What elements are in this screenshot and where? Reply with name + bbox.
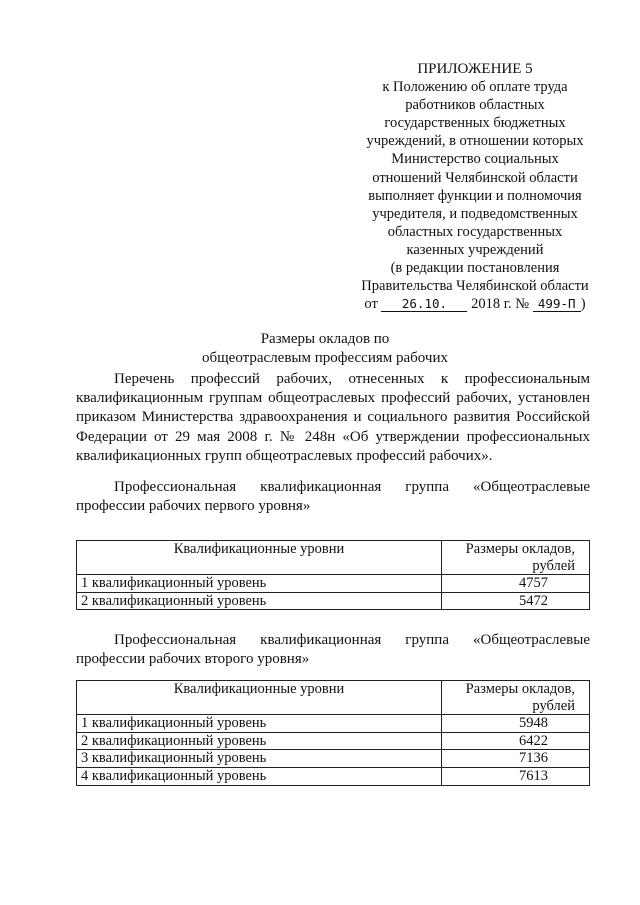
salary-cell: 7613 [442, 767, 590, 785]
appendix-date-line [340, 295, 610, 313]
heading-line: общеотраслевым профессиям рабочих [202, 350, 448, 366]
appendix-line: учредителя, и подведомственных [372, 205, 578, 222]
appendix-line: работников областных [405, 97, 545, 114]
table-row [77, 575, 590, 593]
section-heading [160, 330, 490, 368]
table-row [77, 592, 590, 610]
group-caption-line: Профессиональная квалификационная группа «Общеотраслевые [114, 632, 590, 648]
header-levels: Квалификационные уровни [77, 681, 442, 715]
salary-cell: 6422 [442, 732, 590, 750]
header-salary-line: Размеры окладов, [465, 541, 575, 557]
paragraph-line: Перечень профессий рабочих, отнесенных к профессиональным [114, 371, 590, 387]
header-salary [442, 681, 590, 715]
appendix-line: казенных учреждений [406, 241, 544, 258]
group-caption-line: Профессиональная квалификационная группа «Общеотраслевые [114, 479, 590, 495]
header-salary-line: Размеры окладов, [465, 681, 575, 697]
appendix-line: выполняет функции и полномочия [368, 187, 582, 204]
header-salary-unit: рублей [532, 557, 575, 574]
intro-paragraph [76, 370, 590, 466]
appendix-line: к Положению об оплате труда [382, 79, 568, 96]
decree-number: 499-П [533, 297, 581, 312]
year-text: 2018 г. № [471, 296, 530, 313]
paragraph-line: квалификационным группам общеотраслевых профессий рабочих, установлен [76, 390, 590, 407]
table-row [77, 767, 590, 785]
closing-paren: ) [580, 296, 586, 313]
level-cell: 3 квалификационный уровень [77, 750, 442, 768]
group-caption-line: профессии рабочих первого уровня» [76, 498, 311, 515]
appendix-line: Правительства Челябинской области [361, 278, 589, 295]
appendix-line: отношений Челябинской области [372, 169, 578, 186]
appendix-line: государственных бюджетных [384, 115, 566, 132]
date-value: 26.10. [381, 297, 467, 312]
group2-caption [76, 631, 590, 669]
table-header-row [77, 681, 590, 715]
salary-cell: 4757 [442, 575, 590, 593]
date-prefix: от [364, 296, 378, 313]
table-header-row [77, 541, 590, 575]
level-cell: 1 квалификационный уровень [77, 715, 442, 733]
salary-cell: 5948 [442, 715, 590, 733]
group1-salary-table [76, 540, 590, 610]
group1-caption [76, 478, 590, 516]
heading-line: Размеры окладов по [260, 331, 390, 347]
table-row [77, 715, 590, 733]
level-cell: 1 квалификационный уровень [77, 575, 442, 593]
header-levels: Квалификационные уровни [77, 541, 442, 575]
salary-cell: 5472 [442, 592, 590, 610]
appendix-line: Министерство социальных [391, 151, 559, 168]
header-salary [442, 541, 590, 575]
level-cell: 2 квалификационный уровень [77, 592, 442, 610]
header-salary-unit: рублей [532, 697, 575, 714]
appendix-line: областных государственных [387, 223, 563, 240]
paragraph-line: квалификационных групп общеотраслевых профессий рабочих». [76, 447, 493, 464]
paragraph-line: Федерации от 29 мая 2008 г. № 248н «Об утверждении профессиональных [76, 428, 590, 445]
appendix-title: ПРИЛОЖЕНИЕ 5 [417, 61, 533, 77]
appendix-line: (в редакции постановления [390, 260, 560, 277]
group2-salary-table [76, 680, 590, 786]
group-caption-line: профессии рабочих второго уровня» [76, 651, 310, 668]
level-cell: 2 квалификационный уровень [77, 732, 442, 750]
level-cell: 4 квалификационный уровень [77, 767, 442, 785]
salary-cell: 7136 [442, 750, 590, 768]
table-row [77, 732, 590, 750]
table-row [77, 750, 590, 768]
appendix-line: учреждений, в отношении которых [366, 133, 584, 150]
paragraph-line: приказом Министерства здравоохранения и социального развития Российской [76, 409, 590, 426]
appendix-block [340, 60, 610, 313]
